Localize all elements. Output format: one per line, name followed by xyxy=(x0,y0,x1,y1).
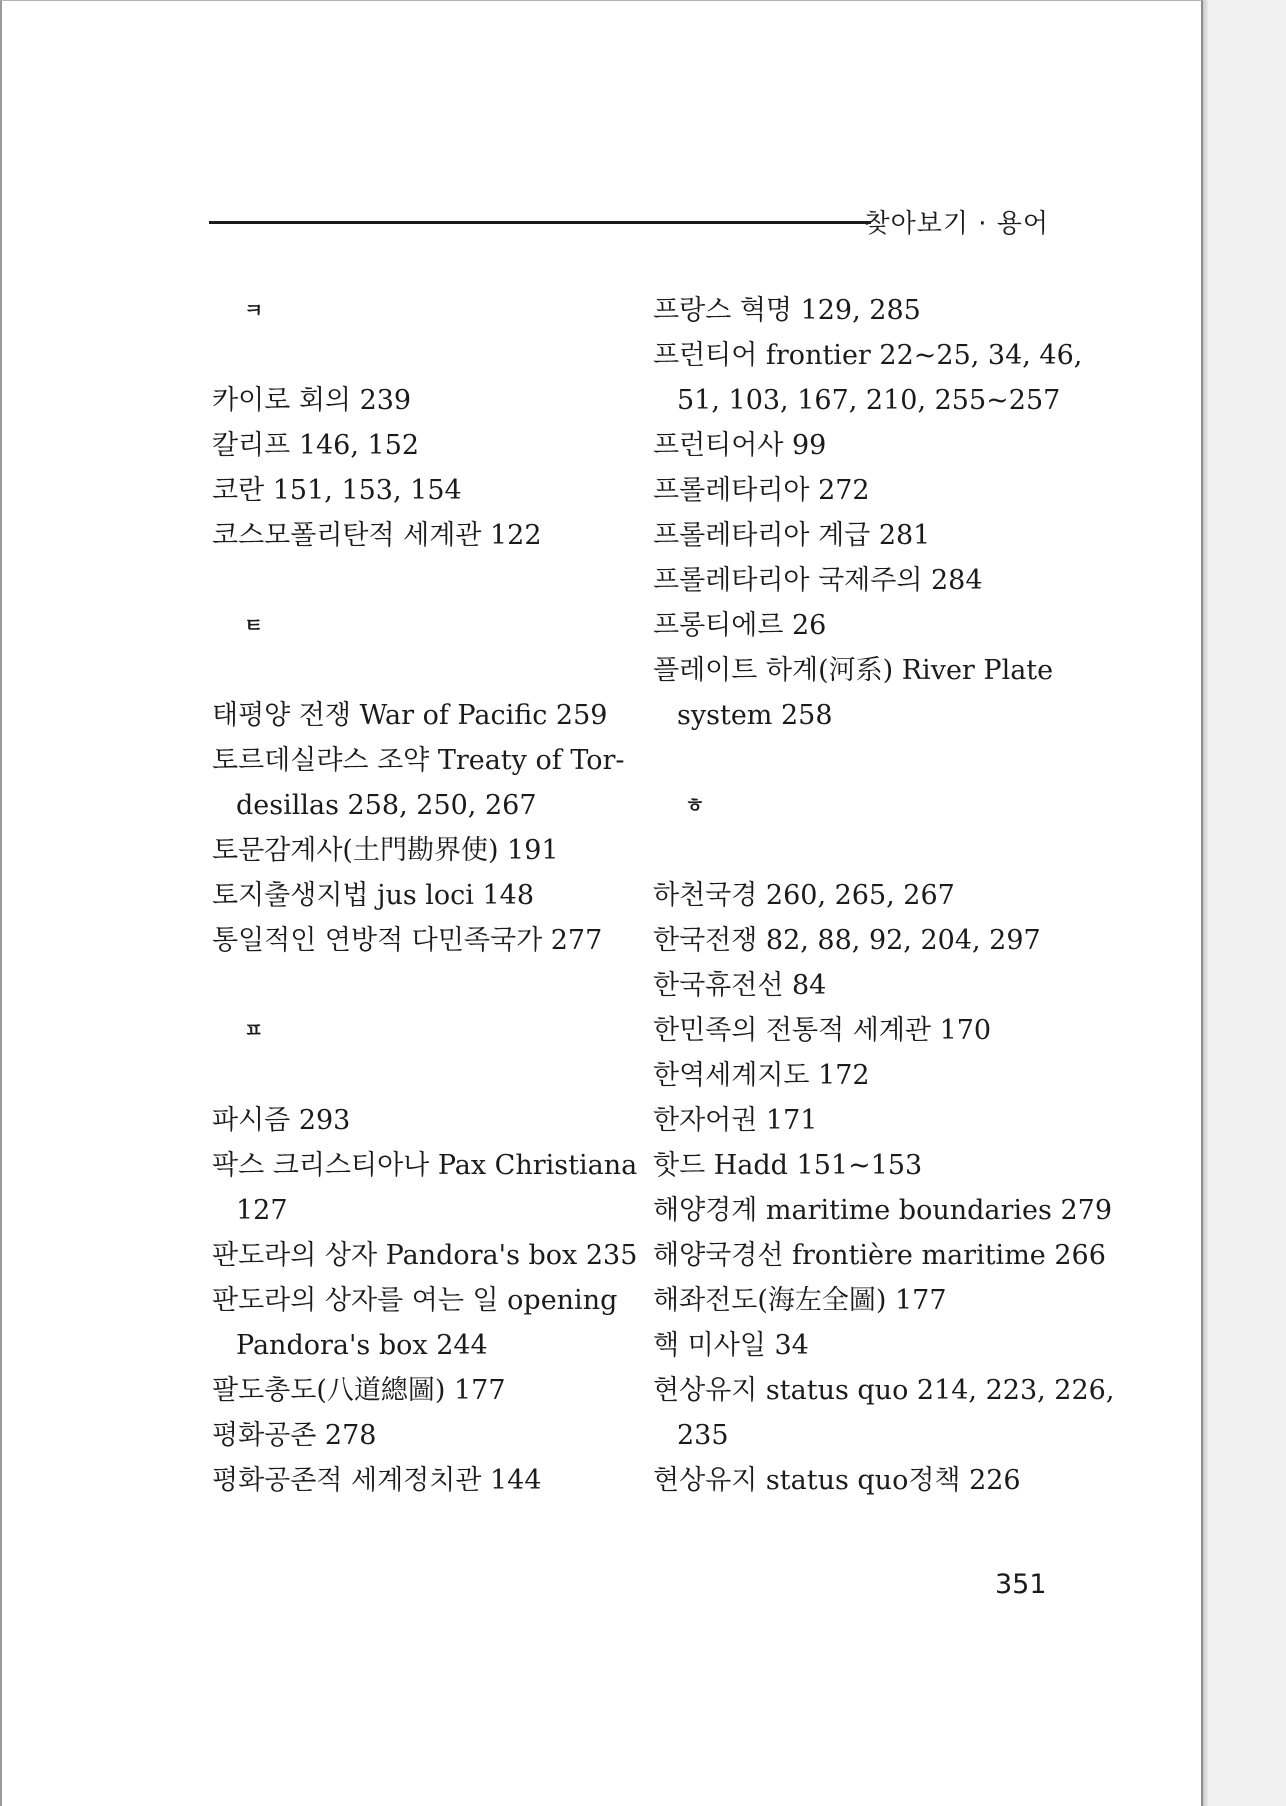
index-entry: 평화공존 278 xyxy=(212,1420,377,1451)
index-entry: 한민족의 전통적 세계관 170 xyxy=(653,1015,992,1046)
page-edge-shadow xyxy=(1203,0,1209,1806)
index-entry: 팍스 크리스티아나 Pax Christiana xyxy=(212,1150,638,1181)
index-entry: 한자어권 171 xyxy=(653,1105,818,1136)
spacer xyxy=(212,333,632,378)
spacer xyxy=(212,1053,632,1098)
spacer xyxy=(212,558,632,603)
index-column-left xyxy=(212,288,638,1503)
index-entry-continuation: desillas 258, 250, 267 xyxy=(236,790,537,821)
index-entry: 해양국경선 frontière maritime 266 xyxy=(653,1240,1106,1271)
spacer xyxy=(653,738,1073,783)
header-title: 찾아보기 · 용어 xyxy=(864,209,1049,239)
index-entry: 한국전쟁 82, 88, 92, 204, 297 xyxy=(653,925,1041,956)
section-heading: ㅌ xyxy=(244,613,264,637)
index-entry: 한국휴전선 84 xyxy=(653,970,827,1001)
index-entry: 카이로 회의 239 xyxy=(212,385,412,416)
index-entry-continuation: system 258 xyxy=(677,700,833,731)
index-entry: 플레이트 하계(河系) River Plate xyxy=(653,655,1054,686)
index-entry-continuation: 51, 103, 167, 210, 255~257 xyxy=(677,385,1061,416)
index-entry: 토지출생지법 jus loci 148 xyxy=(212,880,535,911)
index-column-right xyxy=(653,288,1115,1503)
index-entry: 해양경계 maritime boundaries 279 xyxy=(653,1195,1112,1226)
index-entry-continuation: Pandora's box 244 xyxy=(236,1330,488,1361)
index-entry: 태평양 전쟁 War of Pacific 259 xyxy=(212,700,608,731)
index-entry: 칼리프 146, 152 xyxy=(212,430,420,461)
index-entry: 프런티어 frontier 22~25, 34, 46, xyxy=(653,340,1083,371)
index-entry: 핫드 Hadd 151~153 xyxy=(653,1150,923,1181)
index-entry: 하천국경 260, 265, 267 xyxy=(653,880,955,911)
spacer xyxy=(212,648,632,693)
index-entry: 파시즘 293 xyxy=(212,1105,351,1136)
index-entry: 프런티어사 99 xyxy=(653,430,827,461)
section-heading: ㅍ xyxy=(244,1018,264,1042)
index-entry: 판도라의 상자를 여는 일 opening xyxy=(212,1285,618,1316)
index-entry: 현상유지 status quo정책 226 xyxy=(653,1465,1021,1496)
running-header xyxy=(209,197,1049,245)
section-heading: ㅋ xyxy=(244,298,264,322)
index-entry: 코스모폴리탄적 세계관 122 xyxy=(212,520,542,551)
header-rule xyxy=(209,221,871,224)
index-entry: 판도라의 상자 Pandora's box 235 xyxy=(212,1240,638,1271)
index-entry: 팔도총도(八道總圖) 177 xyxy=(212,1375,506,1406)
index-entry: 프롤레타리아 계급 281 xyxy=(653,520,931,551)
index-entry: 평화공존적 세계정치관 144 xyxy=(212,1465,542,1496)
index-entry: 한역세계지도 172 xyxy=(653,1060,870,1091)
index-entry: 코란 151, 153, 154 xyxy=(212,475,462,506)
index-entry-continuation: 235 xyxy=(677,1420,729,1451)
index-entry: 핵 미사일 34 xyxy=(653,1330,809,1361)
index-entry: 통일적인 연방적 다민족국가 277 xyxy=(212,925,603,956)
index-entry: 현상유지 status quo 214, 223, 226, xyxy=(653,1375,1115,1406)
spacer xyxy=(212,963,632,1008)
page-number: 351 xyxy=(995,1569,1047,1600)
index-entry: 프랑스 혁명 129, 285 xyxy=(653,295,921,326)
index-entry: 해좌전도(海左全圖) 177 xyxy=(653,1285,947,1316)
index-entry: 프롤레타리아 272 xyxy=(653,475,870,506)
index-entry: 토문감계사(土門勘界使) 191 xyxy=(212,835,559,866)
index-entry: 프롱티에르 26 xyxy=(653,610,827,641)
index-entry-continuation: 127 xyxy=(236,1195,288,1226)
index-entry: 토르데실랴스 조약 Treaty of Tor- xyxy=(212,745,625,776)
spacer xyxy=(653,828,1073,873)
section-heading: ㅎ xyxy=(685,793,705,817)
index-entry: 프롤레타리아 국제주의 284 xyxy=(653,565,983,596)
